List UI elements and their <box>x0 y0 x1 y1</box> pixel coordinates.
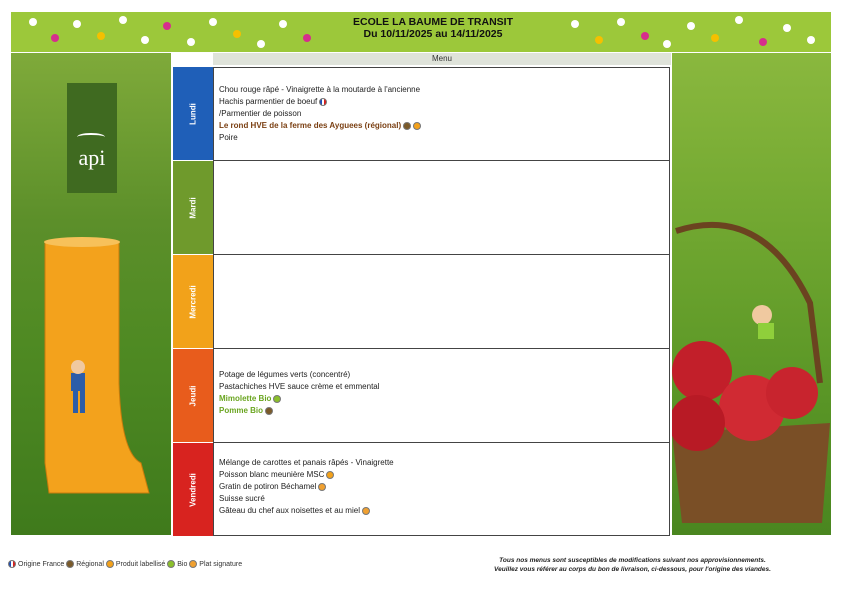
produit-labellise-icon <box>413 122 421 130</box>
date-range: Du 10/11/2025 au 14/11/2025 <box>363 28 503 40</box>
menu-item-text: Potage de légumes verts (concentré) <box>219 370 351 379</box>
menu-item-text: Poire <box>219 133 238 142</box>
plat-signature-icon <box>362 507 370 515</box>
menu-item <box>214 381 669 393</box>
page-title <box>333 16 533 40</box>
menu-item <box>214 96 669 108</box>
menu-item <box>214 505 669 517</box>
produit-labellise-icon <box>106 560 114 568</box>
plat-signature-icon <box>318 483 326 491</box>
day-label-mercredi: Mercredi <box>173 255 213 348</box>
legend-signature: Plat signature <box>199 560 243 568</box>
note-line-2: Veuillez vous référer au corps du bon de livraison, ci-dessous, pour l'origine des viandes. <box>494 566 771 573</box>
note-line-1: Tous nos menus sont susceptibles de modifications suivant nos approvisionnements. <box>499 557 766 564</box>
day-label-lundi: Lundi <box>173 67 213 160</box>
regional-icon <box>403 122 411 130</box>
menu-item <box>214 369 669 381</box>
legend <box>8 560 242 568</box>
plat-signature-icon <box>189 560 197 568</box>
menu-item <box>214 493 669 505</box>
menu-item <box>214 84 669 96</box>
menu-cell-lundi <box>213 67 670 161</box>
menu-item-text: /Parmentier de poisson <box>219 109 302 118</box>
legend-bio: Bio <box>177 560 188 568</box>
menu-item-text: Pomme Bio <box>219 406 264 415</box>
menu-item <box>214 469 669 481</box>
left-photo <box>11 53 171 535</box>
menu-item-text: Mimolette Bio <box>219 394 272 403</box>
menu-item <box>214 481 669 493</box>
menu-cell-mardi <box>213 160 670 255</box>
menu-cell-jeudi <box>213 348 670 443</box>
regional-icon <box>66 560 74 568</box>
produit-labellise-icon <box>326 471 334 479</box>
apple-basket-illustration <box>672 53 831 535</box>
menu-item <box>214 405 669 417</box>
legend-origine: Origine France <box>18 560 65 568</box>
api-logo: api <box>67 83 117 193</box>
menu-cell-vendredi <box>213 442 670 536</box>
legend-labellise: Produit labellisé <box>115 560 166 568</box>
regional-icon <box>265 407 273 415</box>
day-label-vendredi: Vendredi <box>173 443 213 536</box>
menu-item-text: Mélange de carottes et panais râpés - Vinaigrette <box>219 458 394 467</box>
legend-regional: Régional <box>76 560 104 568</box>
menu-item <box>214 457 669 469</box>
menu-item <box>214 132 669 144</box>
day-label-mardi: Mardi <box>173 161 213 254</box>
origine-france-icon <box>319 98 327 106</box>
menu-item <box>214 120 669 132</box>
origine-france-icon <box>8 560 16 568</box>
menu-item-text: Pastachiches HVE sauce crème et emmental <box>219 382 380 391</box>
menu-item-text: Chou rouge râpé - Vinaigrette à la moutarde à l'ancienne <box>219 85 421 94</box>
day-label-jeudi: Jeudi <box>173 349 213 442</box>
menu-column-header: Menu <box>213 53 671 65</box>
menu-item-text: Gâteau du chef aux noisettes et au miel <box>219 506 360 515</box>
menu-item-text: Poisson blanc meunière MSC <box>219 470 325 479</box>
header-band <box>11 12 831 52</box>
bio-icon <box>273 395 281 403</box>
menu-item <box>214 108 669 120</box>
school-name: ECOLE LA BAUME DE TRANSIT <box>352 16 514 28</box>
menu-item-text: Suisse sucré <box>219 494 265 503</box>
bio-icon <box>167 560 175 568</box>
footer-notes <box>440 556 825 574</box>
menu-item-text: Gratin de potiron Béchamel <box>219 482 317 491</box>
right-photo <box>672 53 831 535</box>
menu-item <box>214 393 669 405</box>
menu-item-text: Le rond HVE de la ferme des Ayguees (régional) <box>219 121 402 130</box>
rubber-boot-illustration <box>11 53 171 535</box>
menu-item-text: Hachis parmentier de boeuf <box>219 97 318 106</box>
menu-cell-mercredi <box>213 254 670 349</box>
